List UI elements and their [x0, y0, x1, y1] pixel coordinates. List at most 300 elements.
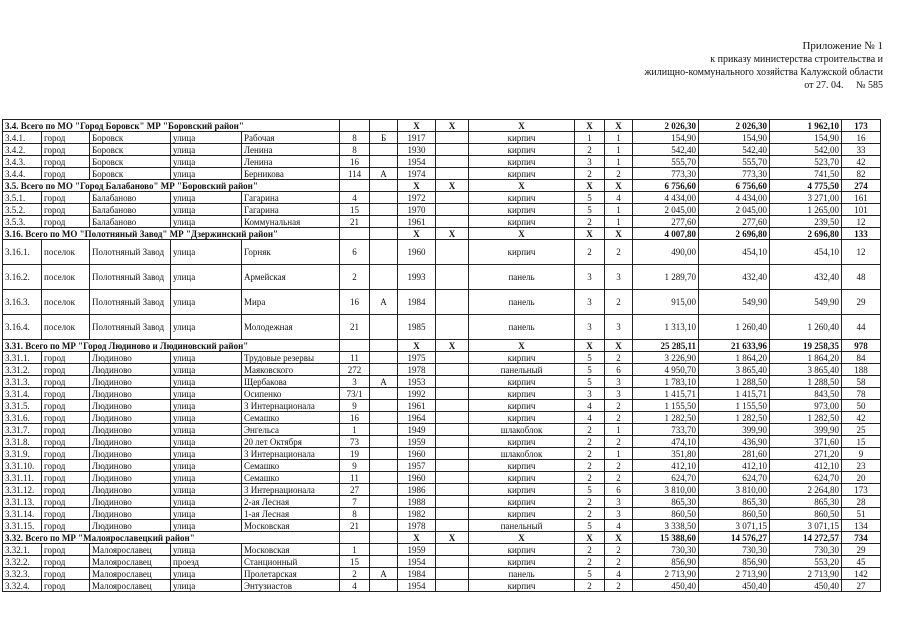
cell-y: 1992: [398, 388, 436, 400]
cell-s: 3 Интернационала: [242, 400, 340, 412]
cell-n: Людиново: [90, 388, 171, 400]
cell-x5: X: [605, 340, 633, 352]
cell-f: 2: [575, 580, 605, 592]
cell-x1: X: [398, 180, 436, 192]
cell-empty: [436, 496, 469, 508]
summary-row: [3, 180, 881, 192]
cell-m: кирпич: [469, 388, 575, 400]
cell-k: [370, 144, 398, 156]
table-row: [3, 448, 881, 460]
cell-a: 773,30: [633, 168, 699, 180]
cell-f: 5: [575, 568, 605, 580]
table-row: [3, 132, 881, 144]
cell-t: город: [42, 156, 90, 168]
cell-st: улица: [171, 520, 242, 532]
cell-st: улица: [171, 192, 242, 204]
cell-empty: [436, 216, 469, 228]
cell-k: А: [370, 290, 398, 315]
summary-row: [3, 532, 881, 544]
cell-t: город: [42, 436, 90, 448]
cell-h: 4: [340, 192, 370, 204]
cell-c: 523,70: [770, 156, 842, 168]
cell-empty: [436, 400, 469, 412]
appendix-title: Приложение № 1: [802, 40, 883, 52]
cell-c: 1 282,50: [770, 412, 842, 424]
cell-empty: [436, 192, 469, 204]
cell-c: 2 713,90: [770, 568, 842, 580]
cell-s: Осипенко: [242, 388, 340, 400]
cell-a: 1 415,71: [633, 388, 699, 400]
cell-k: [370, 400, 398, 412]
cell-t: город: [42, 412, 90, 424]
cell-a: 3 338,50: [633, 520, 699, 532]
cell-f: 2: [575, 216, 605, 228]
cell-st: улица: [171, 580, 242, 592]
cell-x4: X: [575, 180, 605, 192]
cell-f: 3: [575, 315, 605, 340]
cell-empty: [436, 364, 469, 376]
cell-d: 9: [842, 448, 881, 460]
cell-s: Коммунальная: [242, 216, 340, 228]
cell-h: 7: [340, 496, 370, 508]
cell-b: 436,90: [699, 436, 770, 448]
table-row: [3, 388, 881, 400]
table-row: [3, 168, 881, 180]
cell-s: Московская: [242, 520, 340, 532]
cell-b: 2 026,30: [699, 120, 770, 132]
table-row: [3, 412, 881, 424]
cell-b: 856,90: [699, 556, 770, 568]
cell-t: город: [42, 144, 90, 156]
cell-s: Мира: [242, 290, 340, 315]
table-row: [3, 424, 881, 436]
cell-m: кирпич: [469, 216, 575, 228]
cell-x3: X: [469, 180, 575, 192]
cell-d: 27: [842, 580, 881, 592]
cell-c: 730,30: [770, 544, 842, 556]
cell-empty: [340, 120, 370, 132]
cell-y: 1959: [398, 436, 436, 448]
ministry-name: жилищно-коммунального хозяйства Калужской области: [644, 67, 883, 78]
cell-st: улица: [171, 364, 242, 376]
cell-title: 3.16. Всего по МО "Полотняный Завод" МР "Дзержинский район": [3, 228, 340, 240]
cell-st: улица: [171, 315, 242, 340]
cell-b: 1 155,50: [699, 400, 770, 412]
cell-d: 50: [842, 400, 881, 412]
cell-d: 25: [842, 424, 881, 436]
cell-t: город: [42, 460, 90, 472]
cell-t: город: [42, 448, 90, 460]
table-row: [3, 568, 881, 580]
cell-n: Людиново: [90, 376, 171, 388]
cell-t: город: [42, 484, 90, 496]
cell-a: 542,40: [633, 144, 699, 156]
cell-c: 542,00: [770, 144, 842, 156]
cell-e: 3: [605, 315, 633, 340]
cell-a: 154,90: [633, 132, 699, 144]
cell-d: 101: [842, 204, 881, 216]
cell-m: панель: [469, 568, 575, 580]
table-row: [3, 315, 881, 340]
cell-h: 16: [340, 156, 370, 168]
cell-b: 432,40: [699, 265, 770, 290]
cell-e: 2: [605, 460, 633, 472]
cell-empty: [436, 424, 469, 436]
cell-a: 555,70: [633, 156, 699, 168]
cell-h: 272: [340, 364, 370, 376]
cell-b: 773,30: [699, 168, 770, 180]
cell-m: кирпич: [469, 460, 575, 472]
cell-x3: X: [469, 228, 575, 240]
cell-n: Полотняный Завод: [90, 315, 171, 340]
cell-d: 15: [842, 436, 881, 448]
cell-k: А: [370, 376, 398, 388]
cell-d: 84: [842, 352, 881, 364]
cell-a: 4 434,00: [633, 192, 699, 204]
cell-s: Ленина: [242, 156, 340, 168]
cell-x2: X: [436, 532, 469, 544]
cell-f: 5: [575, 376, 605, 388]
cell-y: 1930: [398, 144, 436, 156]
cell-id: 3.31.2.: [3, 364, 42, 376]
cell-s: Станционный: [242, 556, 340, 568]
cell-h: 6: [340, 240, 370, 265]
cell-s: Рабочая: [242, 132, 340, 144]
cell-id: 3.31.7.: [3, 424, 42, 436]
cell-empty: [436, 315, 469, 340]
cell-f: 5: [575, 484, 605, 496]
cell-empty: [436, 448, 469, 460]
cell-c: 454,10: [770, 240, 842, 265]
cell-c: 371,60: [770, 436, 842, 448]
table-row: [3, 364, 881, 376]
cell-empty: [340, 532, 370, 544]
cell-e: 6: [605, 364, 633, 376]
cell-c: 432,40: [770, 265, 842, 290]
cell-f: 2: [575, 496, 605, 508]
cell-id: 3.31.8.: [3, 436, 42, 448]
cell-m: кирпич: [469, 204, 575, 216]
cell-t: город: [42, 544, 90, 556]
cell-a: 1 282,50: [633, 412, 699, 424]
cell-empty: [436, 484, 469, 496]
table-row: [3, 204, 881, 216]
cell-n: Полотняный Завод: [90, 290, 171, 315]
housing-table: [2, 119, 881, 592]
cell-h: 8: [340, 144, 370, 156]
cell-t: город: [42, 400, 90, 412]
cell-d: 82: [842, 168, 881, 180]
cell-k: [370, 156, 398, 168]
cell-c: 3 865,40: [770, 364, 842, 376]
cell-a: 4 950,70: [633, 364, 699, 376]
cell-id: 3.31.6.: [3, 412, 42, 424]
cell-m: кирпич: [469, 580, 575, 592]
cell-x3: X: [469, 532, 575, 544]
cell-n: Малоярославец: [90, 580, 171, 592]
table-row: [3, 290, 881, 315]
cell-h: 8: [340, 132, 370, 144]
cell-a: 2 045,00: [633, 204, 699, 216]
cell-x5: X: [605, 120, 633, 132]
cell-y: 1954: [398, 156, 436, 168]
cell-d: 134: [842, 520, 881, 532]
cell-n: Боровск: [90, 132, 171, 144]
cell-n: Балабаново: [90, 216, 171, 228]
cell-empty: [436, 265, 469, 290]
cell-d: 28: [842, 496, 881, 508]
cell-d: 29: [842, 544, 881, 556]
cell-b: 1 282,50: [699, 412, 770, 424]
cell-s: Гагарина: [242, 192, 340, 204]
cell-s: Щербакова: [242, 376, 340, 388]
cell-st: улица: [171, 448, 242, 460]
cell-h: 2: [340, 568, 370, 580]
cell-x1: X: [398, 340, 436, 352]
cell-e: 1: [605, 204, 633, 216]
cell-c: 860,50: [770, 508, 842, 520]
cell-empty: [370, 340, 398, 352]
cell-title: 3.4. Всего по МО "Город Боровск" МР "Боровский район": [3, 120, 340, 132]
cell-id: 3.31.11.: [3, 472, 42, 484]
cell-c: 239,50: [770, 216, 842, 228]
table-row: [3, 580, 881, 592]
cell-y: 1960: [398, 472, 436, 484]
cell-k: А: [370, 568, 398, 580]
cell-c: 14 272,57: [770, 532, 842, 544]
cell-a: 277,60: [633, 216, 699, 228]
cell-id: 3.5.1.: [3, 192, 42, 204]
cell-y: 1978: [398, 520, 436, 532]
cell-b: 277,60: [699, 216, 770, 228]
cell-d: 42: [842, 156, 881, 168]
cell-id: 3.31.12.: [3, 484, 42, 496]
cell-id: 3.31.10.: [3, 460, 42, 472]
table-row: [3, 436, 881, 448]
cell-s: Трудовые резервы: [242, 352, 340, 364]
cell-m: кирпич: [469, 496, 575, 508]
cell-x5: X: [605, 228, 633, 240]
cell-d: 42: [842, 412, 881, 424]
cell-t: поселок: [42, 265, 90, 290]
cell-s: Ленина: [242, 144, 340, 156]
cell-a: 15 388,60: [633, 532, 699, 544]
cell-st: улица: [171, 484, 242, 496]
cell-empty: [436, 520, 469, 532]
cell-st: улица: [171, 568, 242, 580]
cell-x2: X: [436, 228, 469, 240]
cell-a: 1 783,10: [633, 376, 699, 388]
cell-empty: [436, 168, 469, 180]
cell-e: 4: [605, 568, 633, 580]
cell-b: 450,40: [699, 580, 770, 592]
cell-s: Пролетарская: [242, 568, 340, 580]
table-row: [3, 556, 881, 568]
cell-h: 73/1: [340, 388, 370, 400]
cell-f: 2: [575, 472, 605, 484]
cell-f: 1: [575, 132, 605, 144]
cell-h: 9: [340, 460, 370, 472]
cell-k: [370, 448, 398, 460]
cell-n: Людиново: [90, 352, 171, 364]
cell-k: [370, 472, 398, 484]
cell-k: [370, 216, 398, 228]
cell-n: Людиново: [90, 412, 171, 424]
table-row: [3, 216, 881, 228]
cell-empty: [340, 228, 370, 240]
cell-f: 3: [575, 265, 605, 290]
cell-d: 734: [842, 532, 881, 544]
cell-m: кирпич: [469, 168, 575, 180]
cell-st: улица: [171, 460, 242, 472]
cell-b: 3 865,40: [699, 364, 770, 376]
table-row: [3, 496, 881, 508]
cell-k: [370, 240, 398, 265]
cell-y: 1984: [398, 290, 436, 315]
cell-e: 2: [605, 240, 633, 265]
document-header: [644, 40, 883, 92]
cell-st: улица: [171, 290, 242, 315]
cell-t: город: [42, 388, 90, 400]
cell-t: город: [42, 192, 90, 204]
cell-st: улица: [171, 216, 242, 228]
cell-empty: [436, 376, 469, 388]
cell-n: Балабаново: [90, 192, 171, 204]
cell-st: улица: [171, 352, 242, 364]
cell-a: 1 289,70: [633, 265, 699, 290]
cell-e: 1: [605, 216, 633, 228]
cell-id: 3.31.13.: [3, 496, 42, 508]
cell-m: панель: [469, 290, 575, 315]
cell-h: 16: [340, 412, 370, 424]
cell-empty: [436, 508, 469, 520]
cell-n: Людиново: [90, 496, 171, 508]
cell-id: 3.31.15.: [3, 520, 42, 532]
cell-h: 1: [340, 544, 370, 556]
date-number-line: [644, 79, 883, 92]
table-body: [3, 120, 881, 592]
cell-k: [370, 412, 398, 424]
cell-c: 4 775,50: [770, 180, 842, 192]
order-reference: к приказу министерства строительства и: [710, 54, 883, 65]
cell-k: [370, 544, 398, 556]
cell-id: 3.16.3.: [3, 290, 42, 315]
cell-h: 21: [340, 216, 370, 228]
cell-f: 2: [575, 556, 605, 568]
cell-n: Людиново: [90, 520, 171, 532]
cell-b: 6 756,60: [699, 180, 770, 192]
cell-m: кирпич: [469, 544, 575, 556]
cell-st: улица: [171, 424, 242, 436]
cell-b: 2 696,80: [699, 228, 770, 240]
cell-e: 2: [605, 436, 633, 448]
cell-y: 1985: [398, 315, 436, 340]
cell-c: 1 260,40: [770, 315, 842, 340]
cell-d: 51: [842, 508, 881, 520]
cell-c: 2 696,80: [770, 228, 842, 240]
cell-f: 5: [575, 204, 605, 216]
cell-s: Семашко: [242, 412, 340, 424]
cell-st: улица: [171, 168, 242, 180]
cell-x4: X: [575, 340, 605, 352]
cell-s: Энтузиастов: [242, 580, 340, 592]
cell-c: 1 288,50: [770, 376, 842, 388]
cell-t: город: [42, 556, 90, 568]
cell-f: 2: [575, 424, 605, 436]
cell-x2: X: [436, 340, 469, 352]
cell-f: 3: [575, 290, 605, 315]
number-prefix: №: [855, 80, 866, 91]
cell-st: улица: [171, 400, 242, 412]
cell-h: 1: [340, 424, 370, 436]
cell-d: 16: [842, 132, 881, 144]
cell-x1: X: [398, 228, 436, 240]
cell-d: 173: [842, 484, 881, 496]
cell-n: Малоярославец: [90, 544, 171, 556]
cell-b: 555,70: [699, 156, 770, 168]
cell-e: 3: [605, 496, 633, 508]
cell-st: улица: [171, 436, 242, 448]
cell-s: 20 лет Октября: [242, 436, 340, 448]
cell-y: 1970: [398, 204, 436, 216]
cell-k: [370, 436, 398, 448]
cell-s: 3 Интернационала: [242, 484, 340, 496]
cell-t: город: [42, 216, 90, 228]
cell-e: 4: [605, 520, 633, 532]
cell-n: Боровск: [90, 156, 171, 168]
cell-f: 5: [575, 520, 605, 532]
table-row: [3, 144, 881, 156]
cell-m: панель: [469, 315, 575, 340]
cell-s: Семашко: [242, 460, 340, 472]
table-row: [3, 240, 881, 265]
cell-id: 3.31.14.: [3, 508, 42, 520]
cell-s: 3 Интернационала: [242, 448, 340, 460]
cell-y: 1978: [398, 364, 436, 376]
cell-y: 1917: [398, 132, 436, 144]
cell-empty: [370, 532, 398, 544]
cell-h: 11: [340, 472, 370, 484]
cell-s: Горняк: [242, 240, 340, 265]
cell-b: 4 434,00: [699, 192, 770, 204]
cell-a: 2 026,30: [633, 120, 699, 132]
cell-m: кирпич: [469, 156, 575, 168]
cell-t: город: [42, 496, 90, 508]
cell-h: 114: [340, 168, 370, 180]
cell-st: улица: [171, 144, 242, 156]
cell-b: 1 288,50: [699, 376, 770, 388]
cell-f: 2: [575, 144, 605, 156]
cell-d: 29: [842, 290, 881, 315]
handwritten-date: 27. 04.: [815, 80, 844, 91]
cell-a: 450,40: [633, 580, 699, 592]
cell-e: 2: [605, 352, 633, 364]
cell-f: 3: [575, 388, 605, 400]
cell-t: город: [42, 508, 90, 520]
cell-c: 412,10: [770, 460, 842, 472]
cell-e: 2: [605, 400, 633, 412]
table-row: [3, 192, 881, 204]
cell-x5: X: [605, 532, 633, 544]
cell-d: 161: [842, 192, 881, 204]
cell-c: 271,20: [770, 448, 842, 460]
cell-e: 2: [605, 544, 633, 556]
cell-d: 48: [842, 265, 881, 290]
table-row: [3, 520, 881, 532]
cell-k: [370, 496, 398, 508]
cell-c: 399,90: [770, 424, 842, 436]
cell-y: 1975: [398, 352, 436, 364]
